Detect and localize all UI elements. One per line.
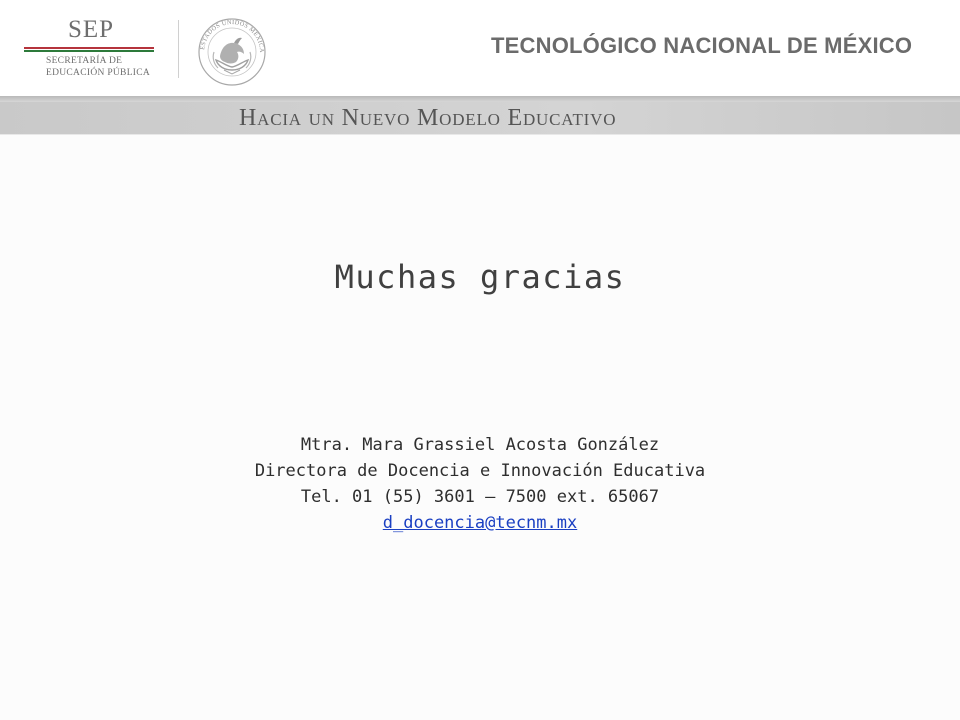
seal-text: ESTADOS UNIDOS MEXICA bbox=[199, 18, 266, 54]
sep-logo-red-line bbox=[24, 47, 154, 49]
tagline-text: Hacia un Nuevo Modelo Educativo bbox=[239, 105, 617, 131]
sep-logo-line2: EDUCACIÓN PÚBLICA bbox=[46, 68, 151, 78]
contact-name: Mtra. Mara Grassiel Acosta González bbox=[300, 435, 660, 455]
closing-title: Muchas gracias bbox=[334, 258, 626, 296]
national-seal-icon bbox=[192, 12, 272, 88]
organization-name: TECNOLÓGICO NACIONAL DE MÉXICO bbox=[491, 33, 913, 58]
band-bottom-line bbox=[0, 134, 960, 135]
contact-email-link[interactable]: d_docencia@tecnm.mx bbox=[382, 513, 578, 533]
sep-logo-line1: SECRETARÍA DE bbox=[46, 56, 123, 66]
contact-position: Directora de Docencia e Innovación Educativa bbox=[254, 461, 706, 481]
header-divider bbox=[178, 20, 179, 78]
contact-block bbox=[0, 432, 960, 536]
sep-logo bbox=[24, 16, 164, 80]
sep-logo-green-line bbox=[24, 50, 154, 52]
sep-logo-title: SEP bbox=[68, 16, 115, 43]
contact-phone: Tel. 01 (55) 3601 – 7500 ext. 65067 bbox=[300, 487, 660, 507]
header bbox=[0, 0, 960, 100]
